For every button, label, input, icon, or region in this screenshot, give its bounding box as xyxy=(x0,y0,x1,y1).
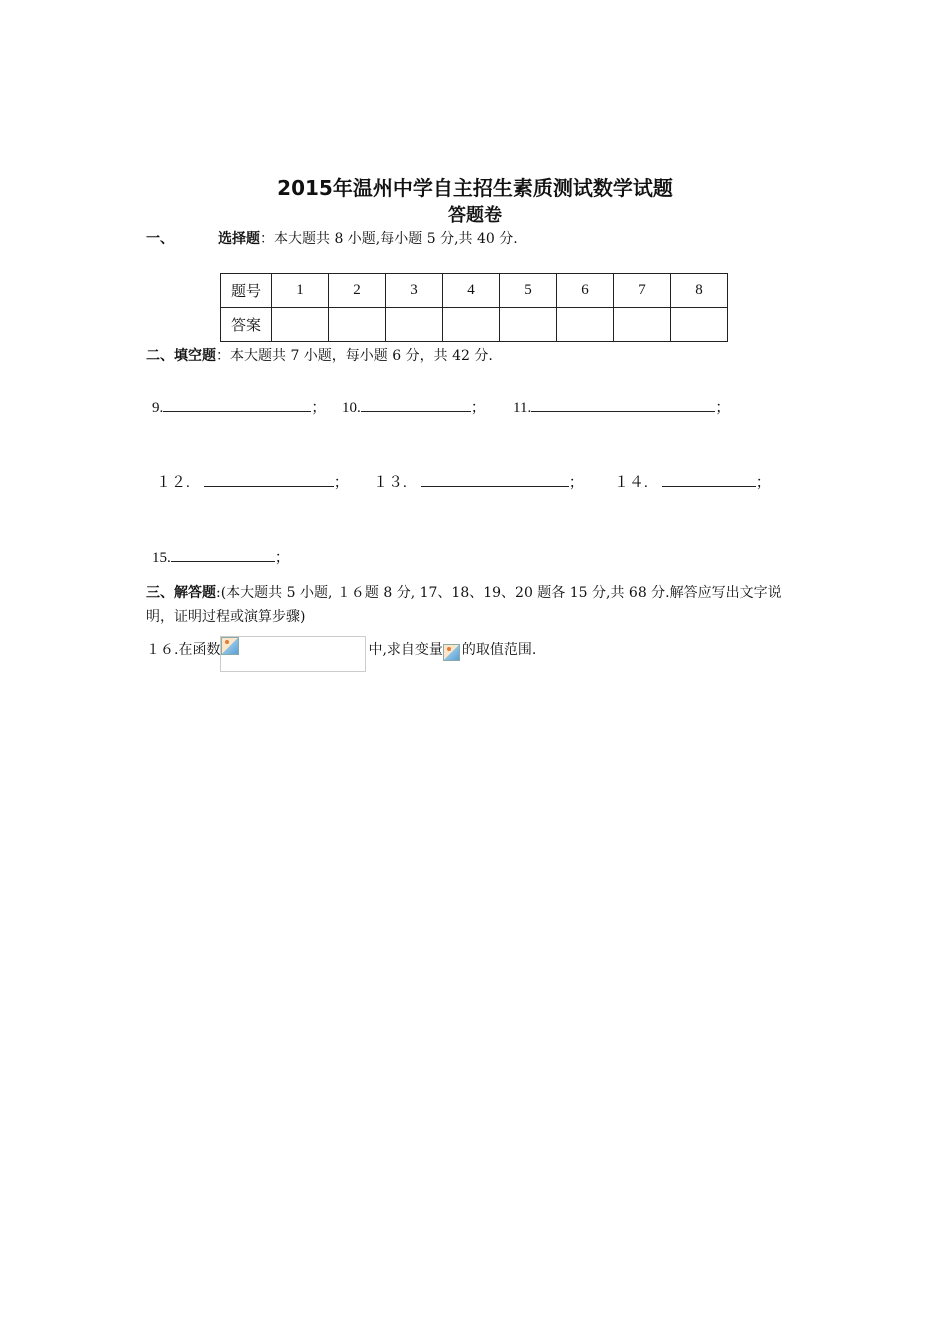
table-cell-question-number: 8 xyxy=(671,274,728,308)
question-number: 11. xyxy=(513,400,532,416)
answer-cell[interactable] xyxy=(557,308,614,342)
table-row-header: 题号 xyxy=(221,274,272,308)
answer-cell[interactable] xyxy=(671,308,728,342)
question-number: 10. xyxy=(342,400,361,416)
question-number: １４. xyxy=(614,475,648,491)
answer-cell[interactable] xyxy=(329,308,386,342)
table-cell-question-number: 3 xyxy=(386,274,443,308)
answer-line[interactable] xyxy=(531,397,715,412)
separator: ； xyxy=(470,400,486,416)
table-row-header: 答案 xyxy=(221,308,272,342)
answer-line[interactable] xyxy=(204,472,334,487)
blank-q10 xyxy=(342,396,486,417)
section-title: 三、解答题 xyxy=(146,585,216,601)
section-description: ：本大题共 7 小题，每小题 6 分，共 42 分. xyxy=(216,348,493,364)
table-cell-question-number: 6 xyxy=(557,274,614,308)
table-cell-question-number: 7 xyxy=(614,274,671,308)
question-number: １２. xyxy=(156,475,190,491)
section-title: 二、填空题 xyxy=(146,348,216,364)
table-row xyxy=(221,308,728,342)
page-subtitle: 答题卷 xyxy=(448,205,502,226)
answer-table xyxy=(220,273,728,342)
question-text-middle: 中,求自变量 xyxy=(368,642,443,658)
table-cell-question-number: 4 xyxy=(443,274,500,308)
page-title: 2015年温州中学自主招生素质测试数学试题 xyxy=(277,176,673,200)
separator: ； xyxy=(568,475,584,491)
question-text-prefix: １６.在函数 xyxy=(146,642,221,658)
answer-line[interactable] xyxy=(171,547,275,562)
question-text-suffix: 的取值范围. xyxy=(461,642,537,658)
separator: ； xyxy=(333,475,349,491)
question-number: １３. xyxy=(373,475,407,491)
blank-q14 xyxy=(614,471,771,492)
answer-cell[interactable] xyxy=(272,308,329,342)
question-16 xyxy=(146,636,536,672)
separator: ； xyxy=(274,550,290,566)
answer-line[interactable] xyxy=(163,397,311,412)
section-solve-heading xyxy=(146,581,806,629)
answer-cell[interactable] xyxy=(386,308,443,342)
answer-line[interactable] xyxy=(662,472,756,487)
blank-q12 xyxy=(156,471,349,492)
section-description: :(本大题共 5 小题, １６题 8 分, 17、18、19、20 题各 15 分,共 68 分.解答应写出文字说明，证明过程或演算步骤) xyxy=(146,585,782,625)
question-number: 15. xyxy=(152,550,171,566)
table-cell-question-number: 2 xyxy=(329,274,386,308)
table-cell-question-number: 1 xyxy=(272,274,329,308)
section-title: 选择题 xyxy=(218,231,260,247)
section-description: ：本大题共 8 小题,每小题 5 分,共 40 分. xyxy=(260,231,518,247)
separator: ； xyxy=(755,475,771,491)
answer-line[interactable] xyxy=(361,397,471,412)
blank-q13 xyxy=(373,471,584,492)
section-choice-heading xyxy=(146,228,518,248)
section-number: 一、 xyxy=(146,231,174,247)
answer-cell[interactable] xyxy=(614,308,671,342)
answer-cell[interactable] xyxy=(500,308,557,342)
table-cell-question-number: 5 xyxy=(500,274,557,308)
answer-line[interactable] xyxy=(421,472,569,487)
blank-q15 xyxy=(152,546,290,567)
section-fill-heading xyxy=(146,345,493,365)
formula-image xyxy=(220,636,366,672)
question-number: 9. xyxy=(152,400,164,416)
blank-q9 xyxy=(152,396,326,417)
separator: ； xyxy=(715,400,731,416)
broken-image-icon xyxy=(221,637,239,655)
blank-q11 xyxy=(513,396,730,417)
table-row xyxy=(221,274,728,308)
separator: ； xyxy=(311,400,327,416)
broken-image-icon xyxy=(443,644,460,661)
answer-cell[interactable] xyxy=(443,308,500,342)
